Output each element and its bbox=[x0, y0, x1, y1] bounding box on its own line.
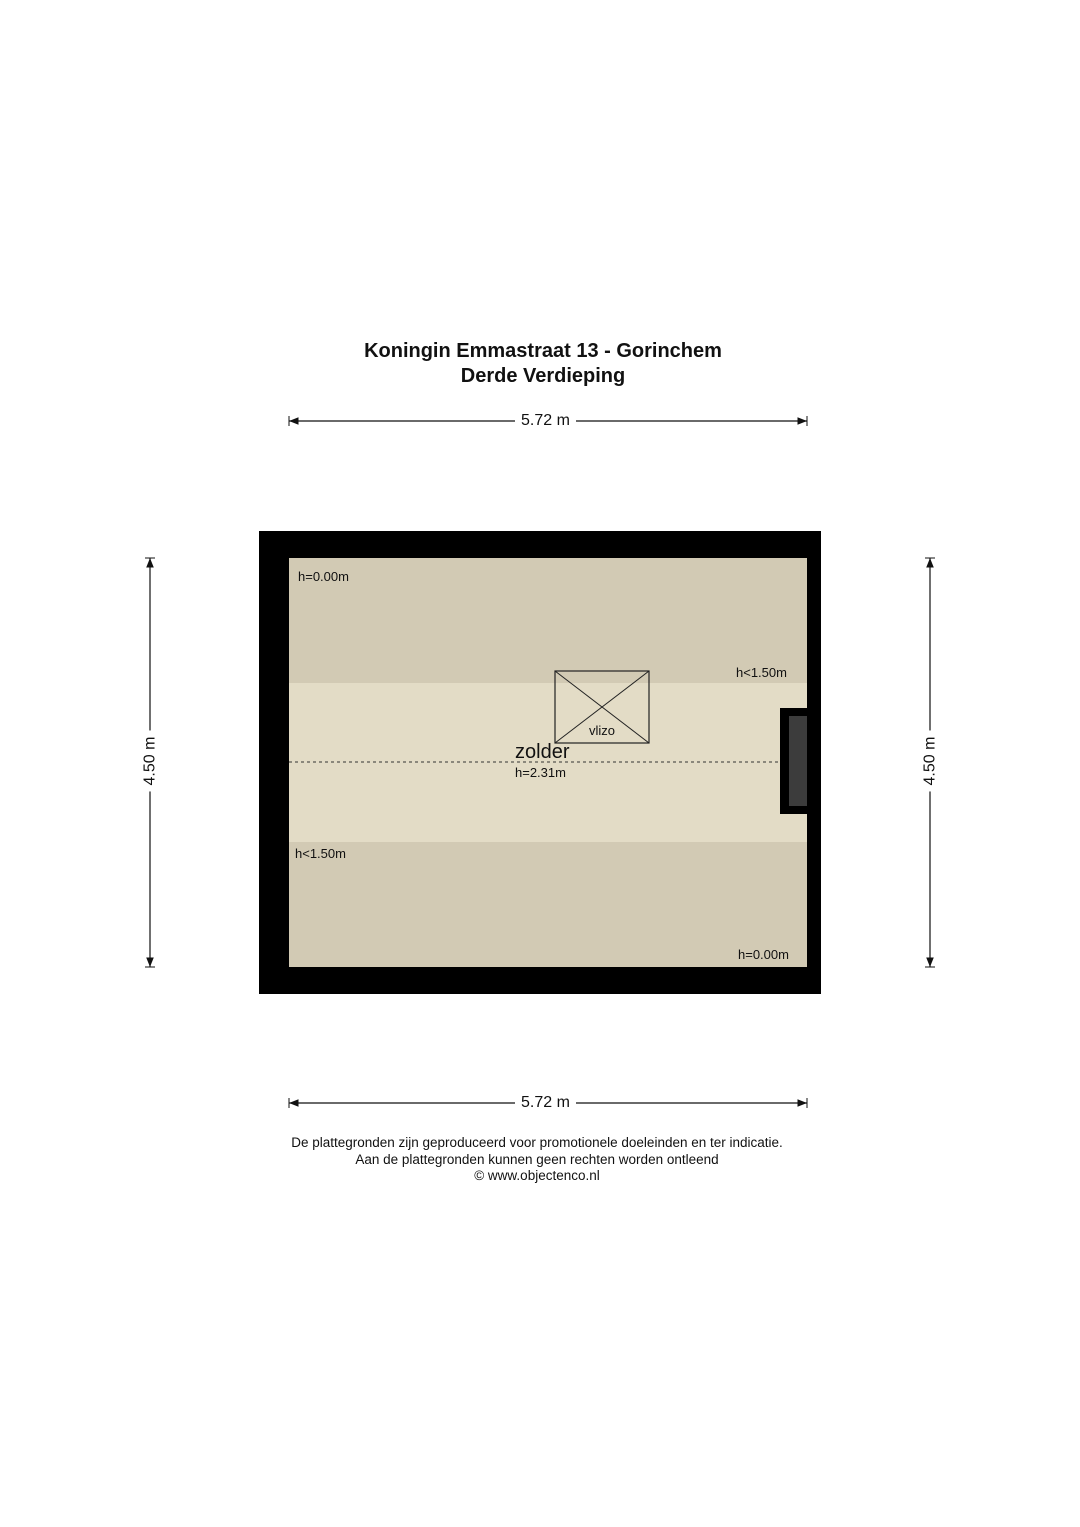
copyright-line: © www.objectenco.nl bbox=[474, 1168, 600, 1183]
height-label-top-left: h=0.00m bbox=[298, 569, 349, 584]
hatch-label: vlizo bbox=[589, 723, 616, 738]
low-ceiling-zone-top bbox=[289, 558, 807, 683]
disclaimer-line-1: De plattegronden zijn geproduceerd voor promotionele doeleinden en ter indicatie. bbox=[291, 1135, 783, 1150]
height-label-upper-right: h<1.50m bbox=[736, 665, 787, 680]
floor-subtitle: Derde Verdieping bbox=[460, 365, 626, 387]
dimension-label-bottom: 5.72 m bbox=[515, 1094, 576, 1112]
chimney bbox=[780, 708, 810, 814]
disclaimer-line-2: Aan de plattegronden kunnen geen rechten worden ontleend bbox=[355, 1152, 719, 1167]
low-ceiling-zone-bottom bbox=[289, 842, 807, 967]
room-height: h=2.31m bbox=[515, 765, 566, 780]
dimension-label-left: 4.50 m bbox=[141, 731, 159, 792]
room-name: zolder bbox=[515, 741, 570, 763]
dimension-label-top: 5.72 m bbox=[515, 412, 576, 430]
height-label-bottom-right: h=0.00m bbox=[738, 947, 789, 962]
height-label-lower-left: h<1.50m bbox=[295, 846, 346, 861]
dimension-label-right: 4.50 m bbox=[921, 731, 939, 792]
plan-title: Koningin Emmastraat 13 - Gorinchem bbox=[364, 340, 722, 362]
